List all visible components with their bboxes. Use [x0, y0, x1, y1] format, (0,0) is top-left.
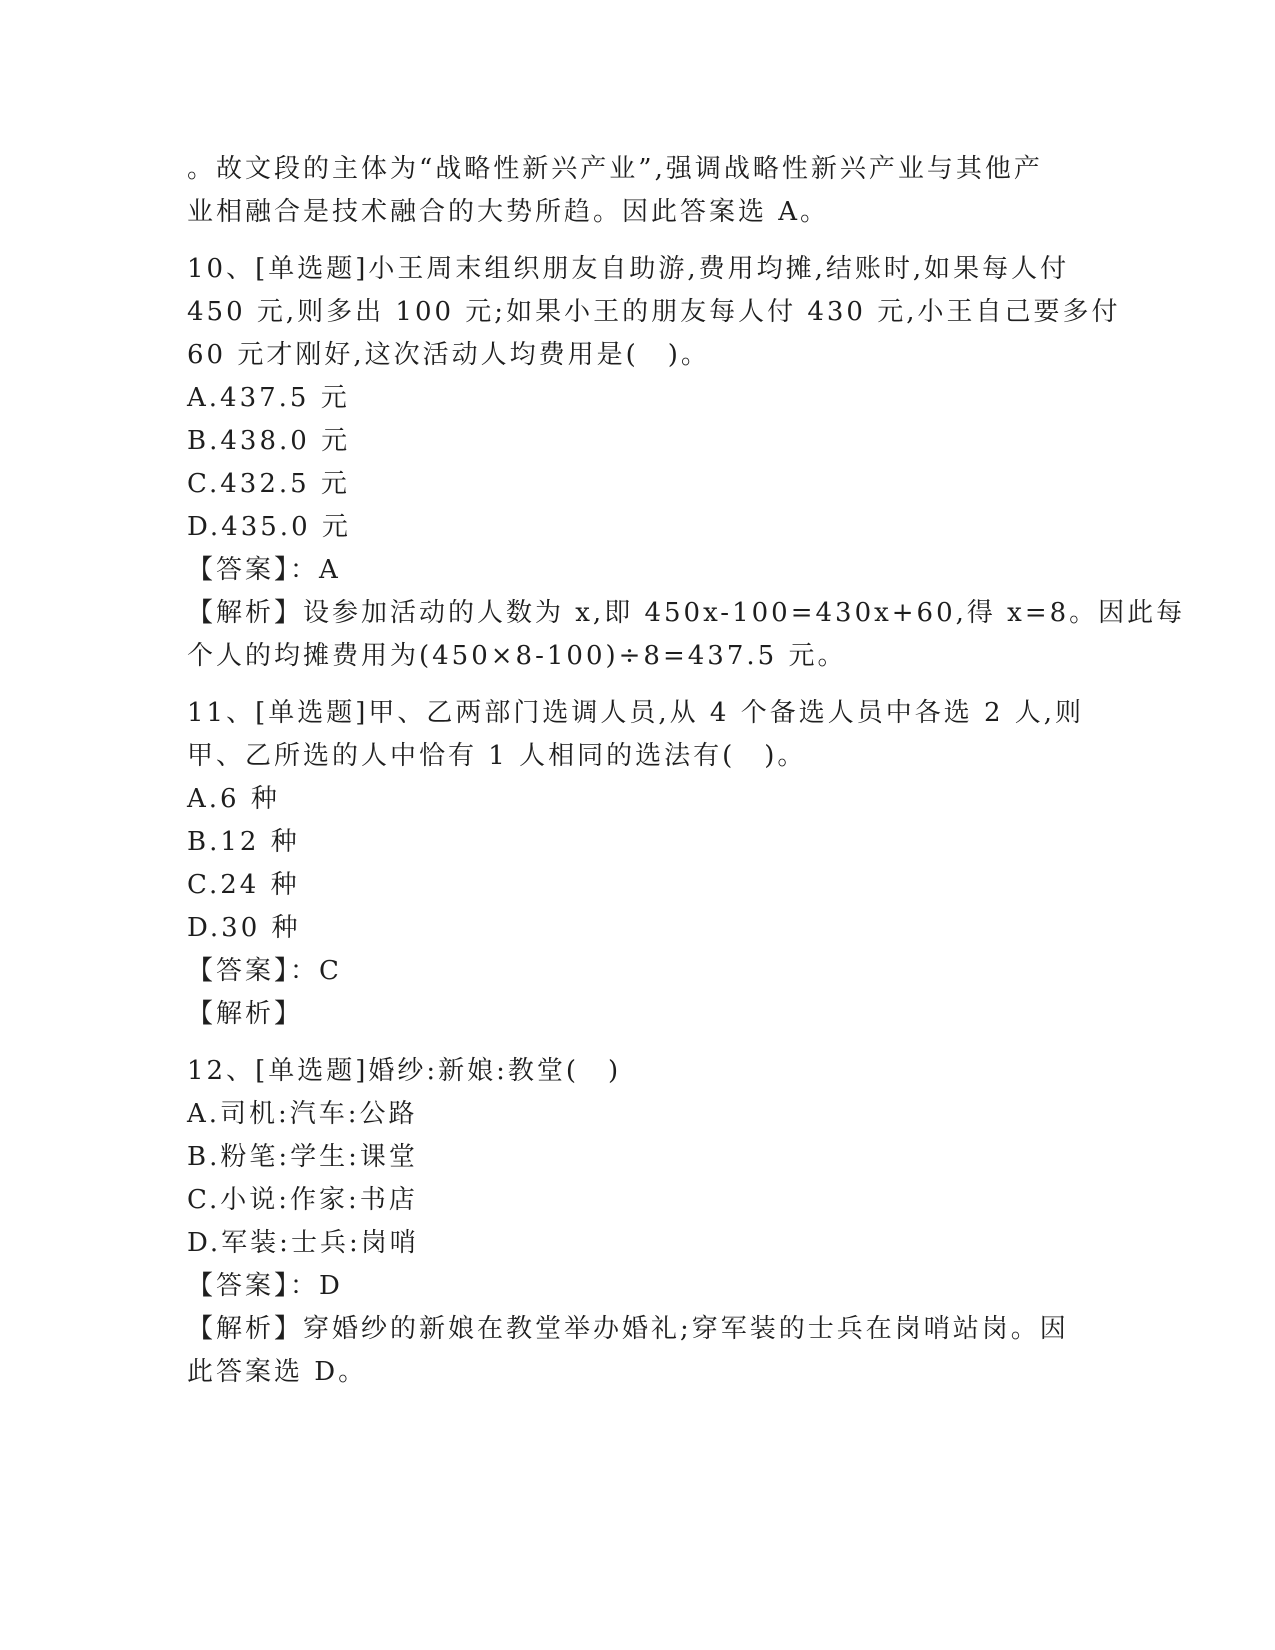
option-b: B.粉笔:学生:课堂 [187, 1142, 418, 1172]
option-c: C.432.5 元 [187, 469, 350, 499]
option-d: D.435.0 元 [187, 512, 351, 542]
paragraph-gap [187, 1036, 1087, 1050]
answer-line: 【答案】：C [187, 956, 342, 986]
paragraph-gap [187, 234, 1087, 248]
question-stem-line: 450 元,则多出 100 元;如果小王的朋友每人付 430 元,小王自己要多付 [187, 297, 1121, 327]
option-b: B.12 种 [187, 827, 300, 857]
option-a: A.司机:汽车:公路 [187, 1099, 418, 1129]
option-c: C.小说:作家:书店 [187, 1185, 418, 1215]
option-c: C.24 种 [187, 870, 300, 900]
option-d: D.军装:士兵:岗哨 [187, 1228, 419, 1258]
question-stem-line: 11、[单选题]甲、乙两部门选调人员,从 4 个备选人员中各选 2 人,则 [187, 698, 1085, 728]
analysis-line: 此答案选 D。 [187, 1357, 368, 1387]
question-stem-line: 10、[单选题]小王周末组织朋友自助游,费用均摊,结账时,如果每人付 [187, 254, 1070, 284]
analysis-line: 【解析】设参加活动的人数为 x,即 450x-100=430x+60,得 x=8。因此每 [187, 598, 1186, 628]
answer-line: 【答案】：D [187, 1271, 343, 1301]
option-d: D.30 种 [187, 913, 301, 943]
question-10 [187, 248, 1186, 678]
paragraph-gap [187, 678, 1087, 692]
question-stem-line: 甲、乙所选的人中恰有 1 人相同的选法有( )。 [187, 741, 807, 771]
option-b: B.438.0 元 [187, 426, 351, 456]
analysis-line: 个人的均摊费用为(450×8-100)÷8=437.5 元。 [187, 641, 847, 671]
option-a: A.6 种 [187, 784, 280, 814]
analysis-line: 【解析】穿婚纱的新娘在教堂举办婚礼;穿军装的士兵在岗哨站岗。因 [187, 1314, 1069, 1344]
answer-line: 【答案】：A [187, 555, 341, 585]
intro-line: 。故文段的主体为“战略性新兴产业”,强调战略性新兴产业与其他产 [187, 154, 1043, 184]
question-stem-line: 60 元才刚好,这次活动人均费用是( )。 [187, 340, 710, 370]
question-12 [187, 1050, 1087, 1394]
analysis-line: 【解析】 [187, 999, 304, 1029]
question-stem-line: 12、[单选题]婚纱:新娘:教堂( ) [187, 1056, 622, 1086]
document-content [187, 148, 1186, 1394]
intro-line: 业相融合是技术融合的大势所趋。因此答案选 A。 [187, 197, 830, 227]
option-a: A.437.5 元 [187, 383, 350, 413]
intro-paragraph [187, 148, 1087, 234]
question-11 [187, 692, 1087, 1036]
